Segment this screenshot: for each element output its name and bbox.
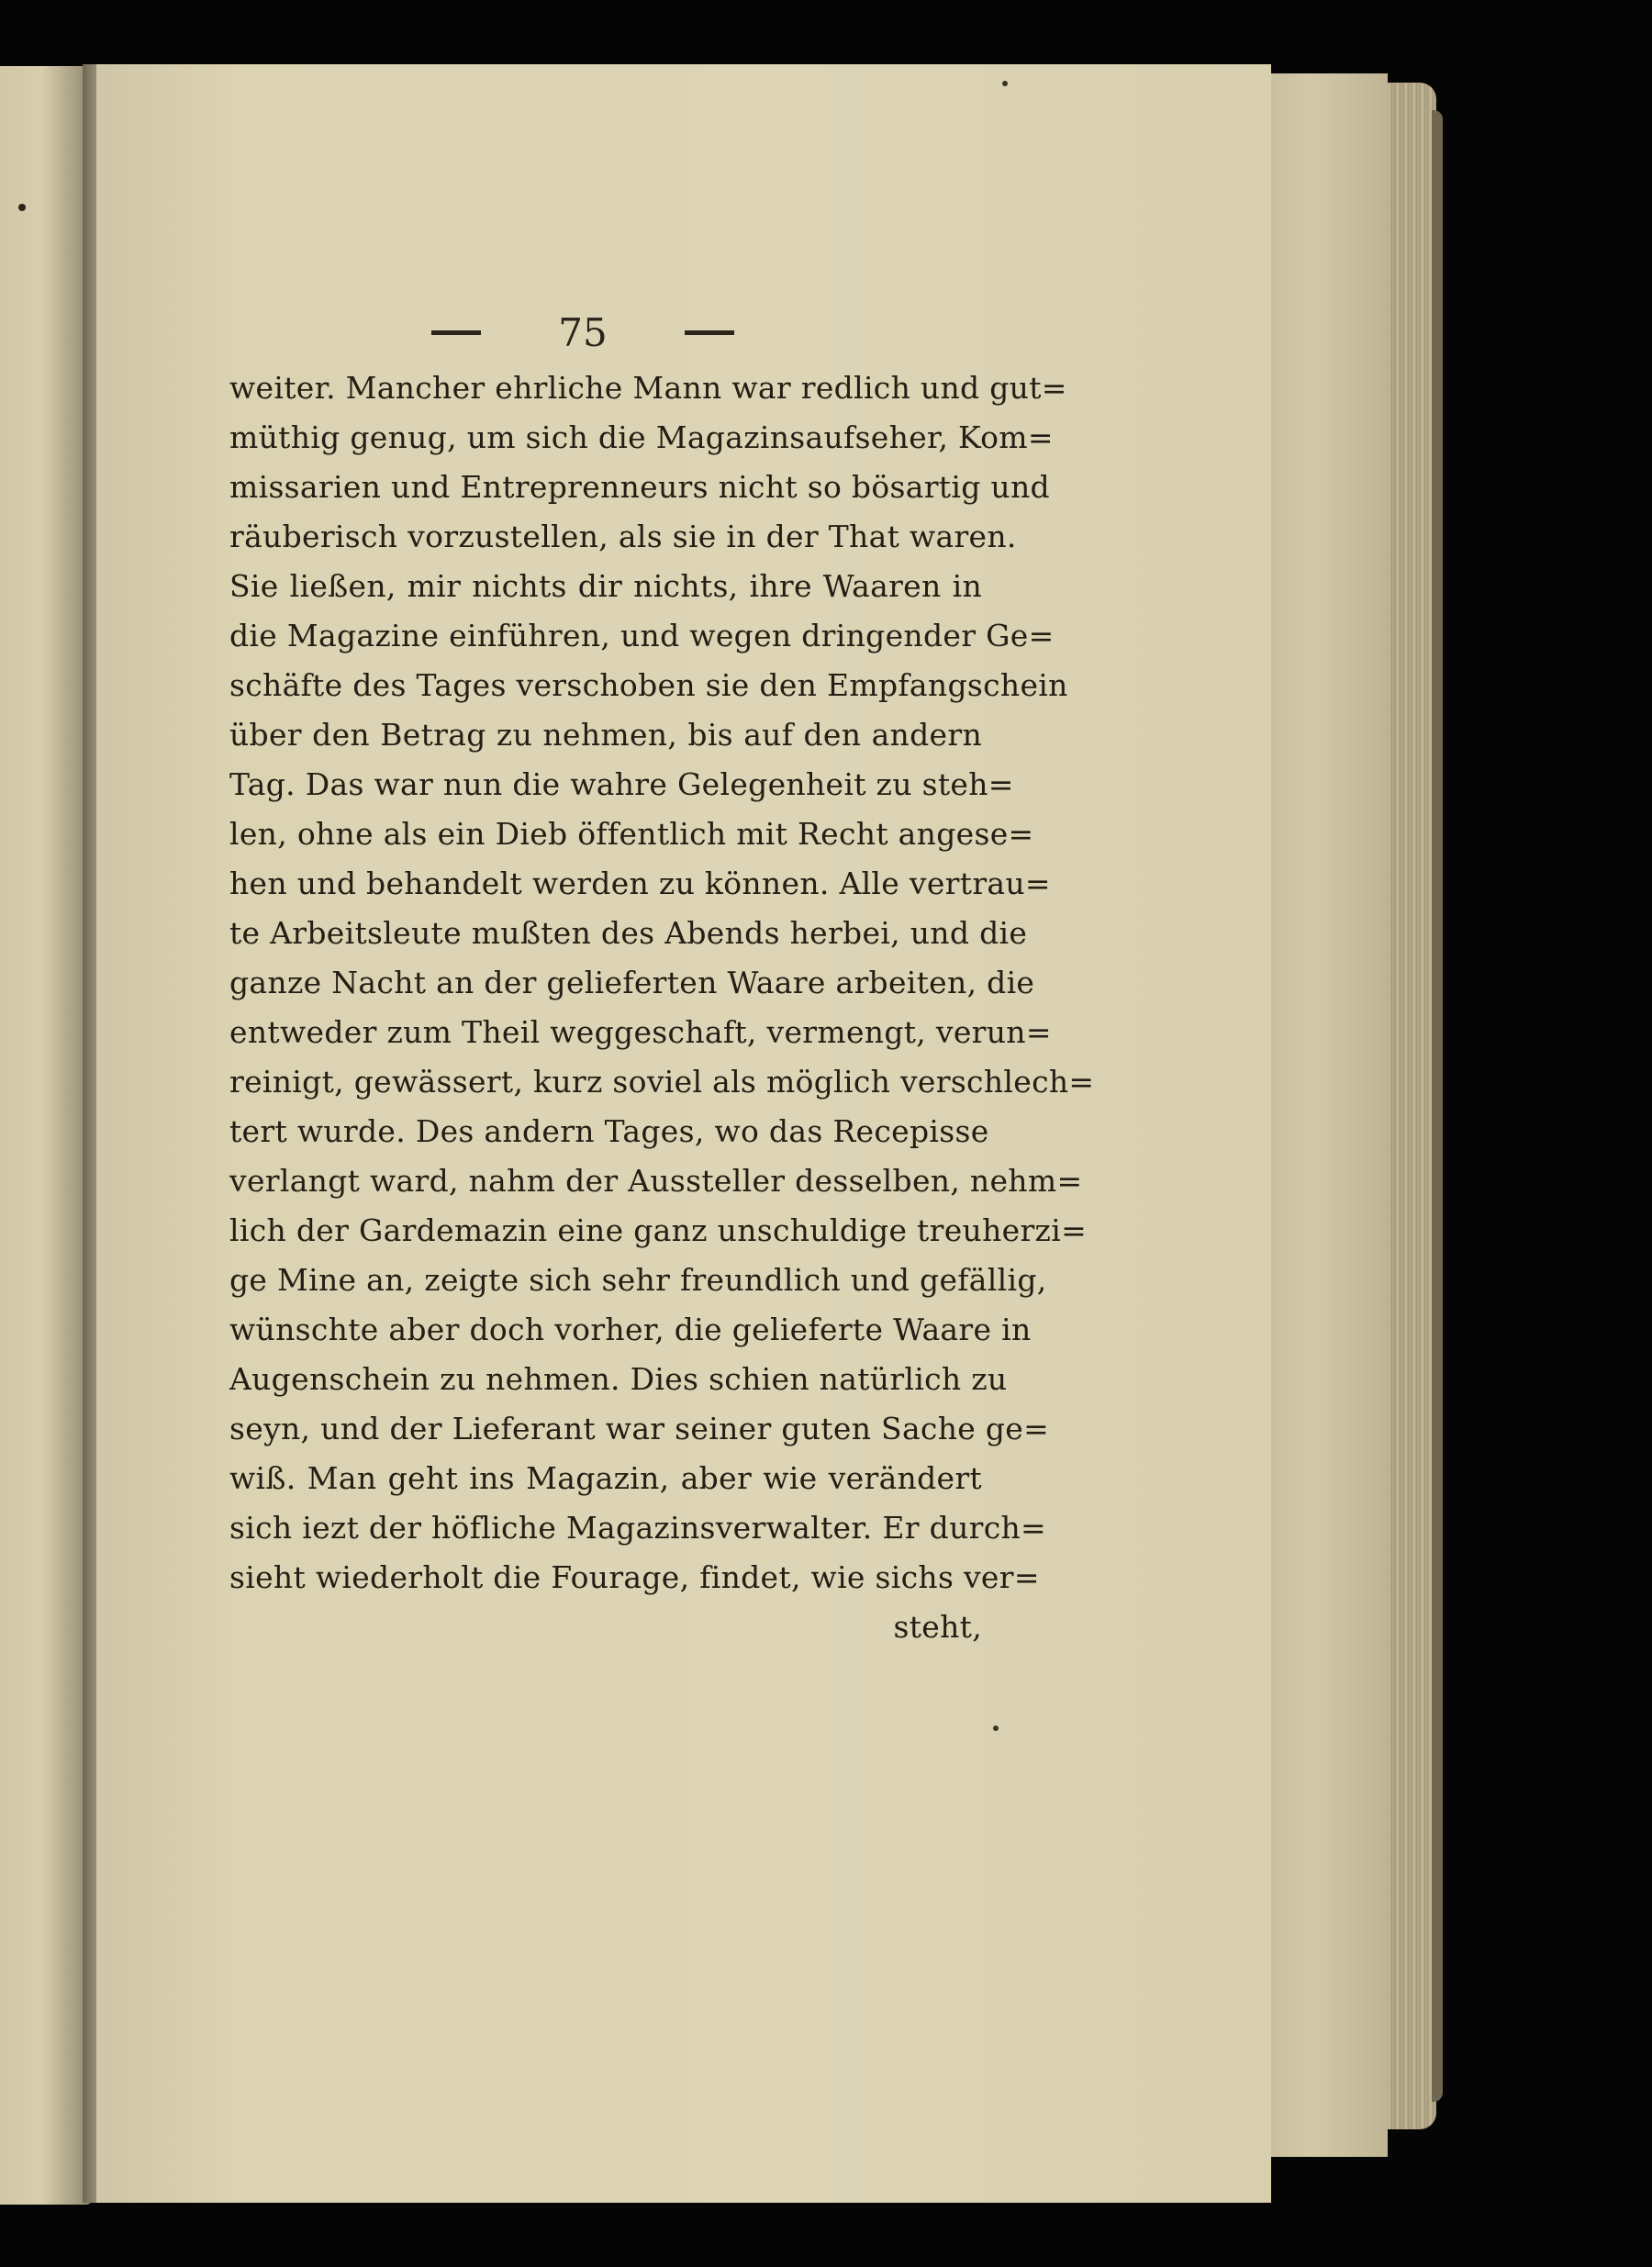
text-line: seyn, und der Lieferant war seiner guten Sache ge= [229,1411,1050,1446]
page-header [431,305,734,360]
text-line: schäfte des Tages verschoben sie den Empfangschein [229,667,1068,703]
text-line: lich der Gardemazin eine ganz unschuldige treuherzi= [229,1212,1088,1248]
text-line: Sie ließen, mir nichts dir nichts, ihre Waaren in [229,568,982,604]
right-page-margin [1257,73,1388,2157]
text-line: tert wurde. Des andern Tages, wo das Recepisse [229,1113,989,1149]
text-line: entweder zum Theil weggeschaft, vermengt, verun= [229,1014,1052,1050]
text-line: müthig genug, um sich die Magazinsaufseher, Kom= [229,419,1054,455]
text-line: wünschte aber doch vorher, die gelieferte Waare in [229,1312,1032,1347]
text-line: reinigt, gewässert, kurz soviel als möglich verschlech= [229,1064,1095,1100]
text-line: hen und behandelt werden zu können. Alle vertrau= [229,865,1051,901]
paper-speck [993,1725,999,1731]
text-line: missarien und Entreprenneurs nicht so bösartig und [229,469,1050,505]
header-dash-left [431,330,481,335]
header-dash-right [685,330,734,335]
page-number: 75 [558,309,608,355]
left-page-edge [0,66,92,2205]
ink-spot [18,204,26,211]
text-line: sich iezt der höfliche Magazinsverwalter. Er durch= [229,1510,1046,1546]
text-line: verlangt ward, nahm der Aussteller desselben, nehm= [229,1163,1083,1199]
text-line: die Magazine einführen, und wegen dringender Ge= [229,618,1055,653]
text-line: räuberisch vorzustellen, als sie in der That waren. [229,519,1017,554]
text-line: über den Betrag zu nehmen, bis auf den andern [229,717,982,753]
text-line: len, ohne als ein Dieb öffentlich mit Recht angese= [229,816,1034,852]
book-cover-edge [1432,110,1443,2102]
text-line: ganze Nacht an der gelieferten Waare arbeiten, die [229,965,1035,1000]
text-line: Tag. Das war nun die wahre Gelegenheit zu steh= [229,766,1014,802]
text-line: weiter. Mancher ehrliche Mann war redlich und gut= [229,370,1067,406]
paper-speck [1002,81,1008,86]
body-text [229,363,1095,1652]
text-line: wiß. Man geht ins Magazin, aber wie verändert [229,1460,982,1496]
text-line: Augenschein zu nehmen. Dies schien natürlich zu [229,1361,1008,1397]
text-line: te Arbeitsleute mußten des Abends herbei, und die [229,915,1028,951]
text-line: ge Mine an, zeigte sich sehr freundlich und gefällig, [229,1262,1047,1298]
text-line: sieht wiederholt die Fourage, findet, wie sichs ver= [229,1559,1040,1595]
catchword: steht, [893,1609,982,1645]
